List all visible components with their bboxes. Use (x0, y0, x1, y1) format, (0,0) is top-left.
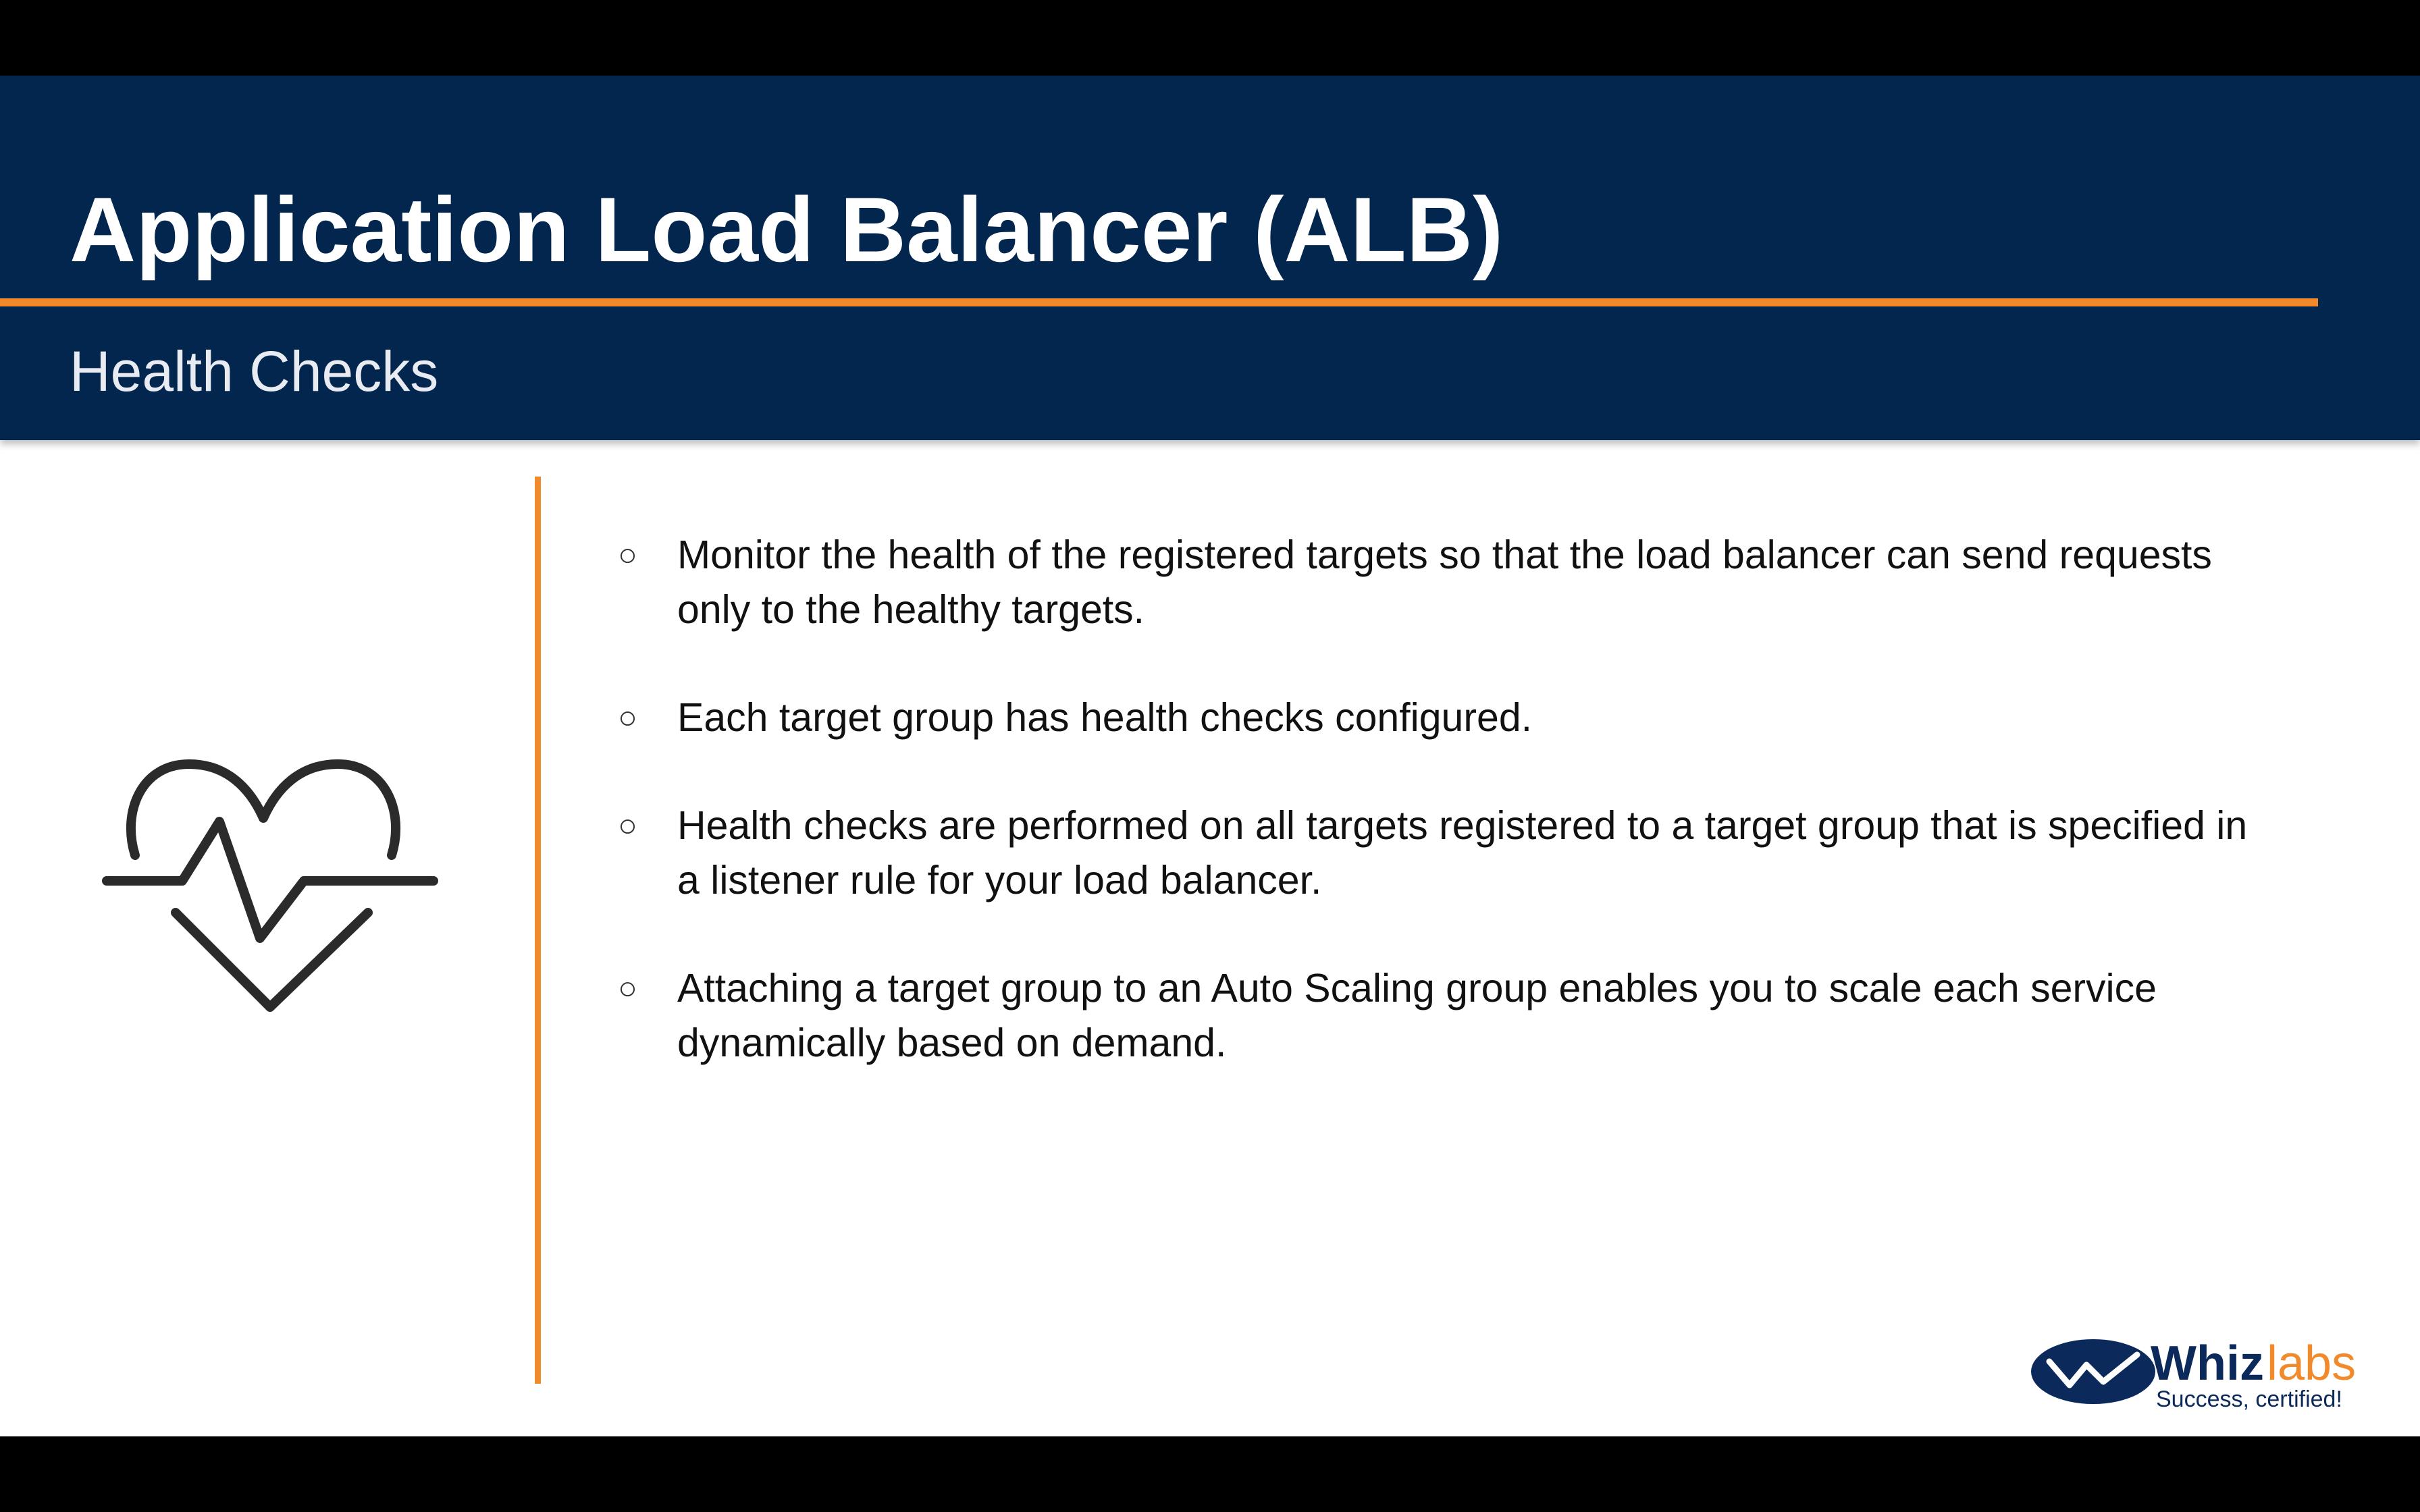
letterbox-bottom (0, 1436, 2420, 1512)
bullet-text: Monitor the health of the registered targets so that the load balancer can send requests only to the healthy targets. (677, 533, 2212, 632)
bullet-item (618, 799, 2252, 908)
slide (0, 76, 2420, 1436)
bullet-marker: ○ (618, 700, 637, 736)
logo-brand-b: labs (2267, 1336, 2357, 1390)
bullet-item (618, 691, 2252, 745)
slide-header (0, 76, 2420, 440)
logo-tagline: Success, certified! (2156, 1386, 2342, 1412)
logo-brand-a: Whiz (2151, 1336, 2264, 1390)
slide-subtitle: Health Checks (70, 340, 439, 403)
bullet-item (618, 528, 2252, 637)
bullet-marker: ○ (618, 808, 637, 844)
bullet-text: Attaching a target group to an Auto Scaling group enables you to scale each service dynamically based on demand. (677, 966, 2157, 1065)
bullet-text: Health checks are performed on all targets registered to a target group that is specified in a listener rule for your load balancer. (677, 803, 2248, 902)
bullet-item (618, 961, 2252, 1071)
vertical-divider (535, 477, 541, 1384)
bullet-marker: ○ (618, 537, 637, 573)
letterbox-top (0, 0, 2420, 76)
header-accent-line (0, 298, 2318, 306)
bullet-text: Each target group has health checks configured. (677, 695, 1533, 740)
slide-title: Application Load Balancer (ALB) (70, 178, 1504, 281)
heartbeat-icon (101, 751, 439, 1034)
whizlabs-logo (2029, 1331, 2380, 1412)
bullet-list (618, 528, 2252, 1124)
bullet-marker: ○ (618, 971, 637, 1006)
